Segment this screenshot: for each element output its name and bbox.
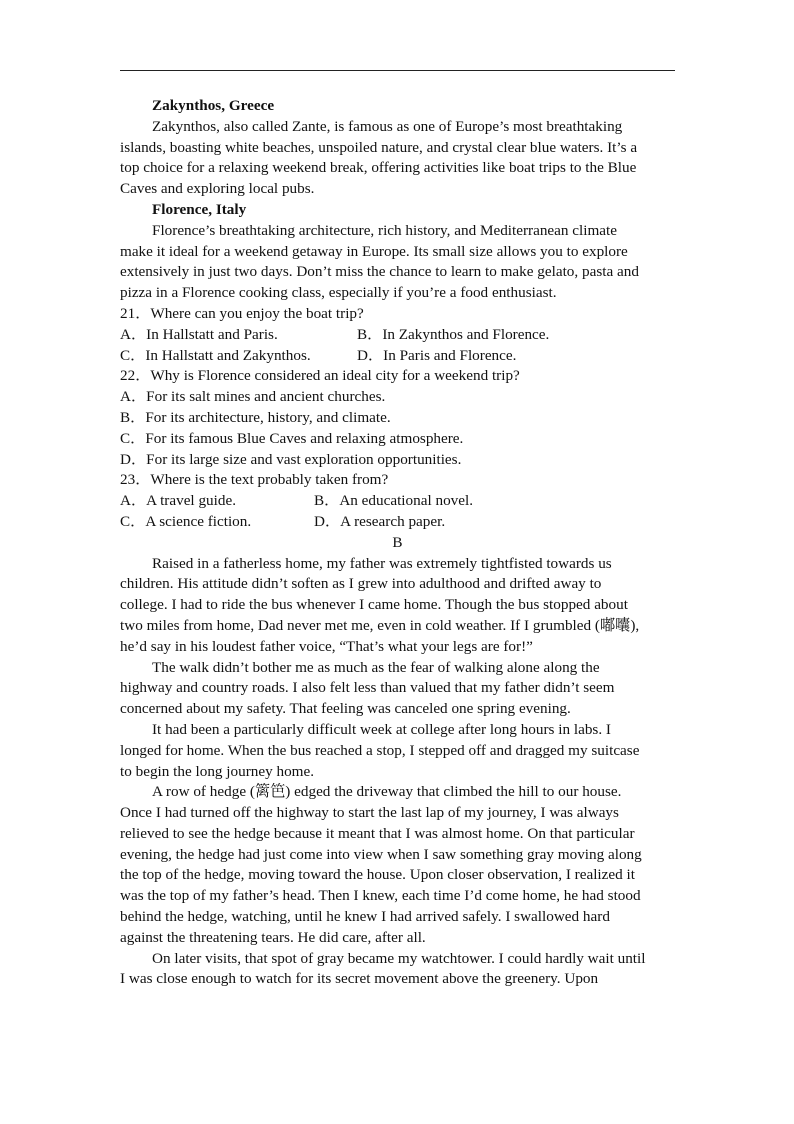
text-line: he’d say in his loudest father voice, “That’s what your legs are for!” xyxy=(120,637,533,655)
text-line: Florence’s breathtaking architecture, rich history, and Mediterranean climate xyxy=(152,221,617,239)
text-line: Caves and exploring local pubs. xyxy=(120,180,315,198)
option-c: C．For its famous Blue Caves and relaxing atmosphere. xyxy=(120,429,464,447)
text-line: was the top of my father’s head. Then I knew, each time I’d come home, he had stood xyxy=(120,887,641,905)
option-a: A．In Hallstatt and Paris. xyxy=(120,325,278,343)
options-row xyxy=(120,512,675,533)
document-page xyxy=(120,96,675,990)
option-a: A．A travel guide. xyxy=(120,492,236,510)
header-rule xyxy=(120,70,675,71)
text-line: highway and country roads. I also felt less than valued that my father didn’t seem xyxy=(120,679,615,697)
section-b-label: B xyxy=(392,533,403,551)
text-line: concerned about my safety. That feeling was canceled one spring evening. xyxy=(120,700,571,718)
text-line: the top of the hedge, moving toward the house. Upon closer observation, I realized it xyxy=(120,866,635,884)
heading-florence: Florence, Italy xyxy=(152,200,247,218)
heading-zakynthos: Zakynthos, Greece xyxy=(152,97,275,114)
text-line: pizza in a Florence cooking class, especially if you’re a food enthusiast. xyxy=(120,284,557,302)
text-line: top choice for a relaxing weekend break, offering activities like boat trips to the Blue xyxy=(120,159,637,177)
text-line: children. His attitude didn’t soften as I grew into adulthood and drifted away to xyxy=(120,575,602,593)
text-line: extensively in just two days. Don’t miss the chance to learn to make gelato, pasta and xyxy=(120,263,639,281)
text-line: college. I had to ride the bus whenever I came home. Though the bus stopped about xyxy=(120,596,628,614)
text-line: longed for home. When the bus reached a stop, I stepped off and dragged my suitcase xyxy=(120,741,640,759)
text-line: Raised in a fatherless home, my father was extremely tightfisted towards us xyxy=(152,554,612,572)
options-row xyxy=(120,346,675,367)
option-d: D．A research paper. xyxy=(314,512,446,530)
text-line: The walk didn’t bother me as much as the fear of walking alone along the xyxy=(152,658,600,676)
text-line: to begin the long journey home. xyxy=(120,762,315,780)
text-line: It had been a particularly difficult week at college after long hours in labs. I xyxy=(152,720,611,738)
option-a: A．For its salt mines and ancient churches. xyxy=(120,388,386,406)
option-b: B．In Zakynthos and Florence. xyxy=(357,325,550,343)
text-line: I was close enough to watch for its secret movement above the greenery. Upon xyxy=(120,970,599,988)
option-b: B．For its architecture, history, and climate. xyxy=(120,408,391,426)
option-b: B．An educational novel. xyxy=(314,492,474,510)
option-c: C．A science fiction. xyxy=(120,512,252,530)
text-line: make it ideal for a weekend getaway in Europe. Its small size allows you to explore xyxy=(120,242,628,260)
text-line: two miles from home, Dad never met me, even in cold weather. If I grumbled (嘟囔), xyxy=(120,616,640,634)
text-line: behind the hedge, watching, until he knew I had arrived safely. I swallowed hard xyxy=(120,908,610,926)
question-22: 22．Why is Florence considered an ideal city for a weekend trip? xyxy=(120,367,520,385)
options-row xyxy=(120,325,675,346)
question-23: 23．Where is the text probably taken from? xyxy=(120,471,389,489)
text-line: Once I had turned off the highway to start the last lap of my journey, I was always xyxy=(120,804,619,822)
option-c: C．In Hallstatt and Zakynthos. xyxy=(120,346,311,364)
question-21: 21．Where can you enjoy the boat trip? xyxy=(120,304,364,322)
option-d: D．In Paris and Florence. xyxy=(357,346,517,364)
text-line: against the threatening tears. He did care, after all. xyxy=(120,928,426,946)
text-line: A row of hedge (篱笆) edged the driveway that climbed the hill to our house. xyxy=(152,783,622,801)
text-line: Zakynthos, also called Zante, is famous as one of Europe’s most breathtaking xyxy=(152,117,623,135)
option-d: D．For its large size and vast exploration opportunities. xyxy=(120,450,462,468)
text-line: On later visits, that spot of gray became my watchtower. I could hardly wait until xyxy=(152,949,646,967)
text-line: evening, the hedge had just come into view when I saw something gray moving along xyxy=(120,845,642,863)
options-row xyxy=(120,491,675,512)
text-line: islands, boasting white beaches, unspoiled nature, and crystal clear blue waters. It’s a xyxy=(120,138,638,156)
text-line: relieved to see the hedge because it meant that I was almost home. On that particular xyxy=(120,824,635,842)
